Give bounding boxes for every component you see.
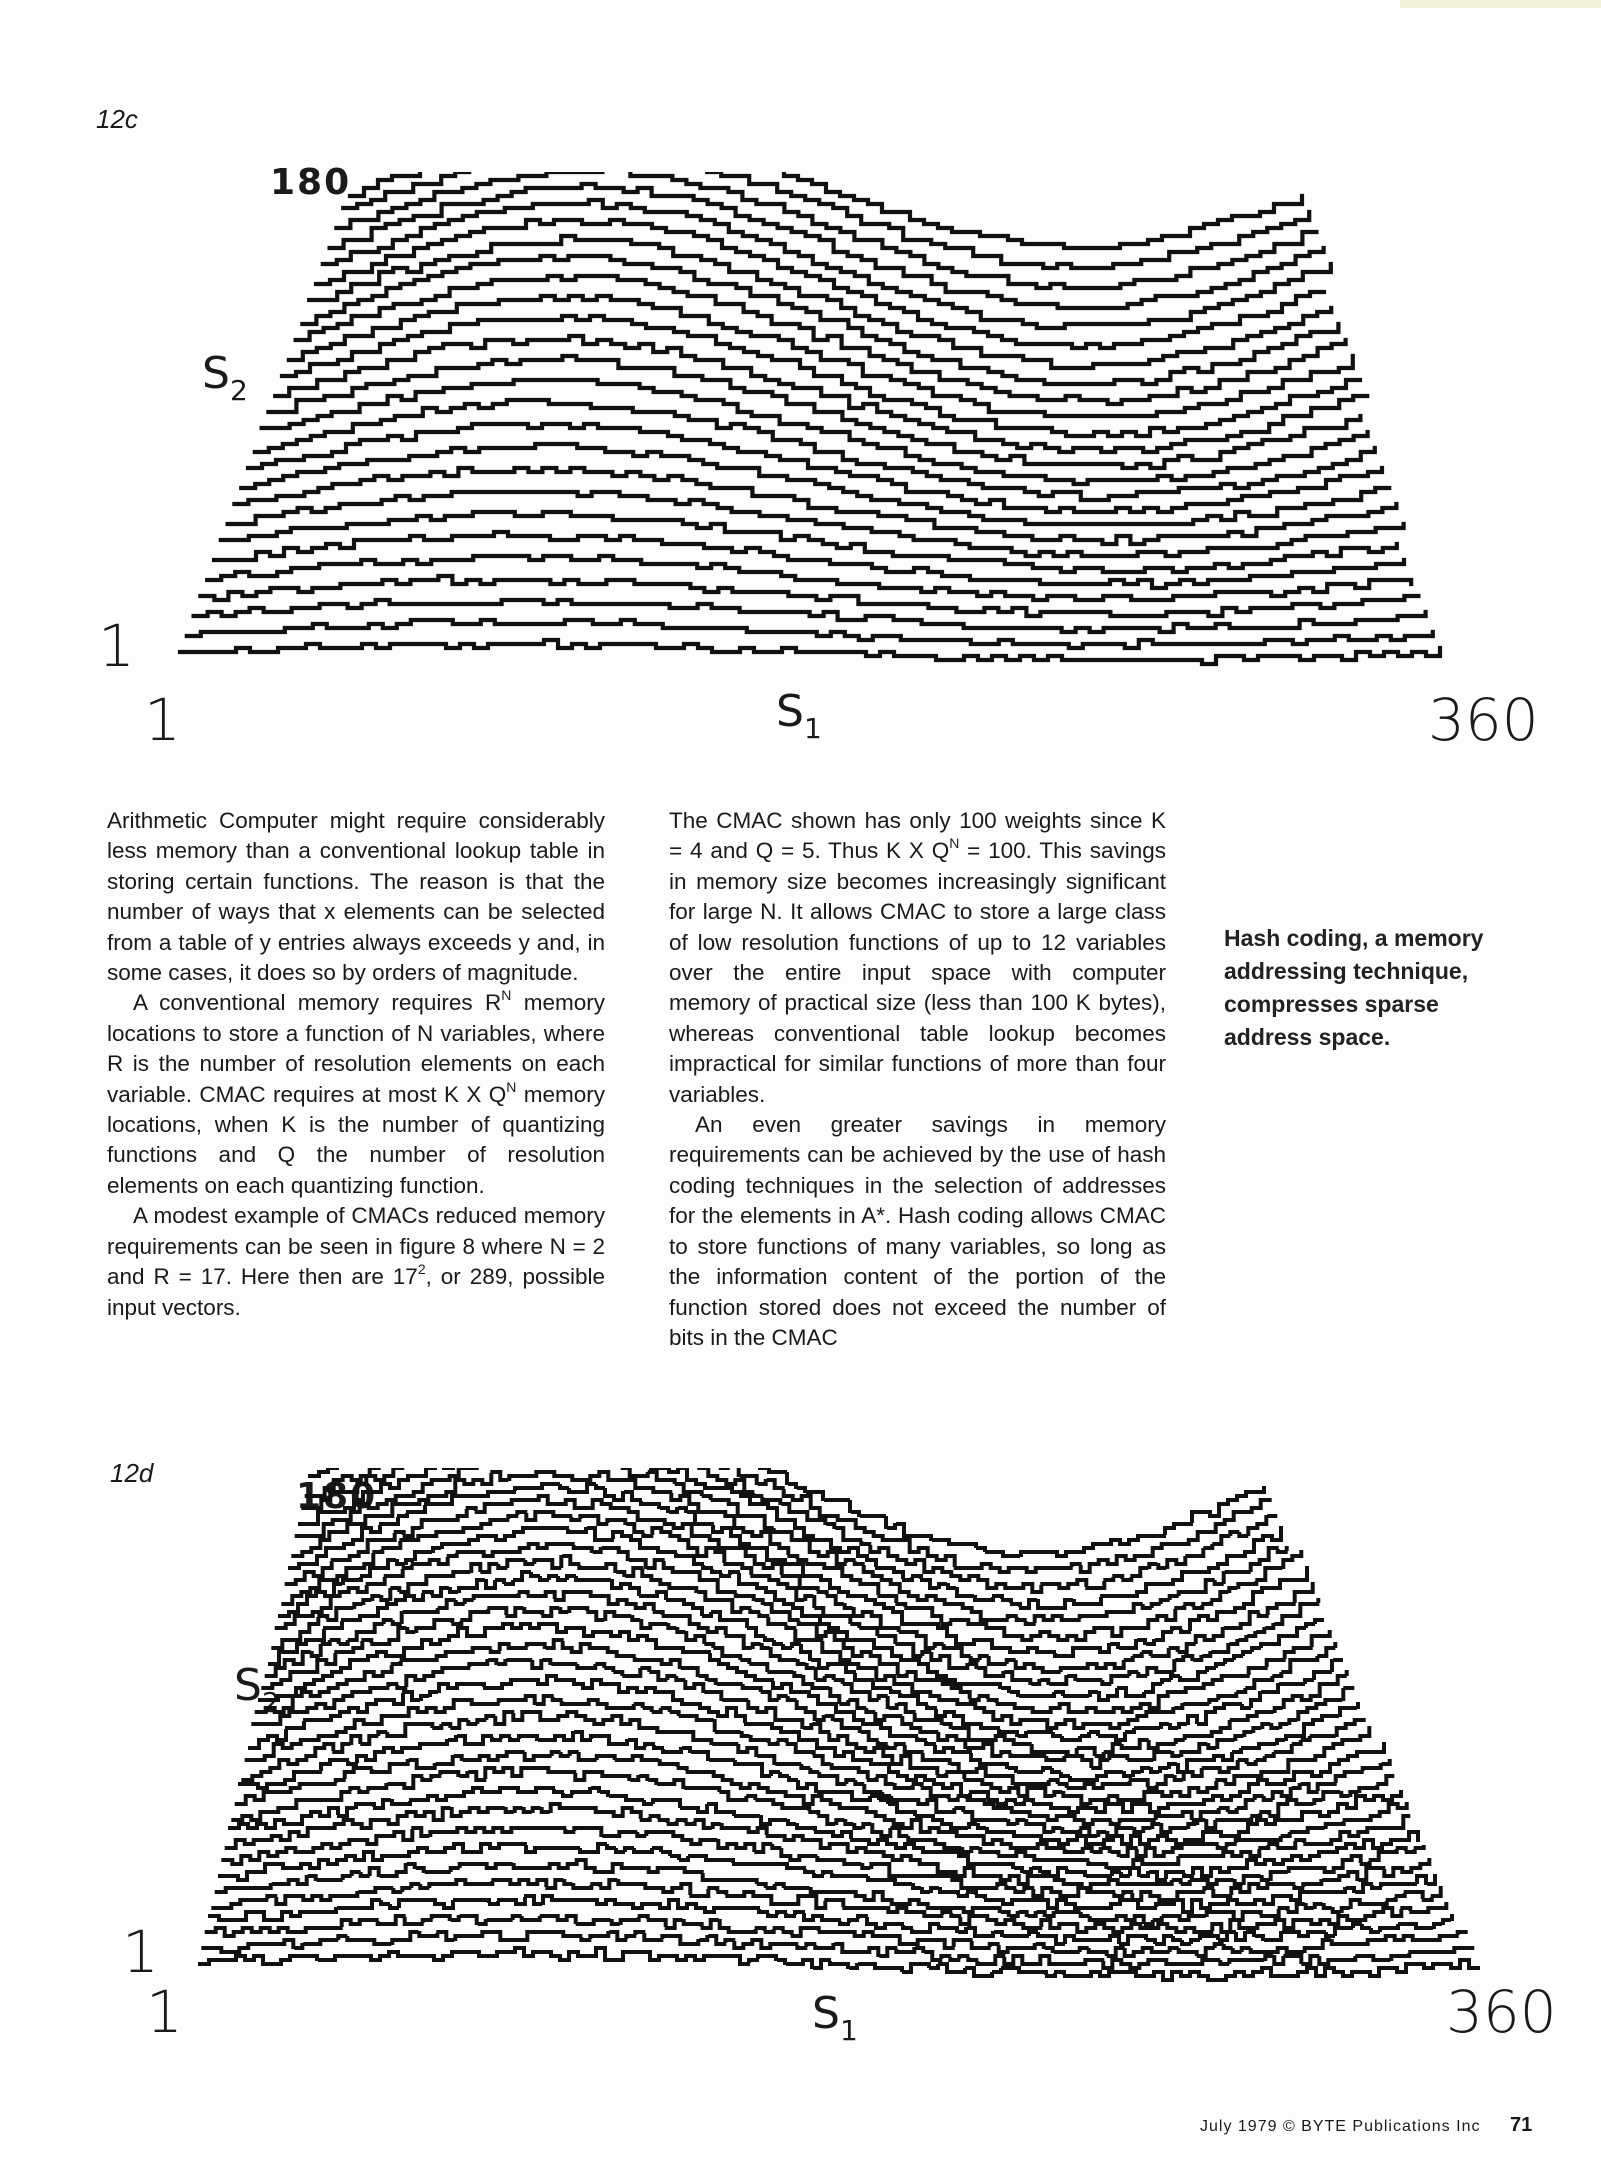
figure-12c-y-axis-label: $S_2$ (202, 348, 248, 407)
figure-12c-svg (170, 172, 1460, 672)
page-number: 71 (1510, 2114, 1533, 2136)
figure-12c-x-right-label: 360 (1428, 686, 1539, 754)
figure-12c-y-bottom-label: 1 (98, 612, 135, 680)
figure-12c-label: 12c (96, 104, 138, 134)
left-paragraph-1: Arithmetic Computer might require considerably less memory than a conventional lookup table in storing certain functions. The reason is that the number of ways that x elements can be selected from a table of y entries always exceeds y and, in some cases, it does so by orders of magnitude. (107, 808, 605, 986)
figure-12d-svg (190, 1468, 1490, 1988)
surface-contour-line (290, 1484, 1307, 1656)
figure-12c-x-left-label: 1 (144, 686, 181, 754)
page-corner-stain (1400, 0, 1601, 8)
figure-12d-x-right-label: 360 (1446, 1978, 1557, 2046)
text-column-middle (669, 806, 1166, 1353)
figure-12d-y-axis-label: $S_2$ (234, 1660, 280, 1719)
figure-12c-surface-plot (170, 172, 1460, 672)
figure-12d-y-bottom-label: 1 (122, 1918, 159, 1986)
figure-12d-surface-plot (190, 1468, 1490, 1988)
figure-12c-x-axis-label: $S_1$ (776, 686, 822, 745)
figure-12d-x-left-label: 1 (146, 1978, 183, 2046)
left-paragraph-2: A conventional memory requires $R^N$ memory locations to store a function of N variables, where R is the number of resolution elements on each variable. CMAC requires at most K X $Q^N$ memory locations, when K is the number of quantizing functions and Q the number of resolution elements on each quantizing function. (107, 987, 606, 1198)
figure-12c-y-top-label: 180 (270, 162, 352, 203)
middle-paragraph-2: An even greater savings in memory requirements can be achieved by the use of hash coding techniques in the selection of addresses for the elements in A*. Hash coding allows CMAC to store functions of many variables, so long as the information content of the portion of the function stored does not exceed the number of bits in the CMAC (669, 1112, 1166, 1350)
surface-contour-line (241, 444, 1389, 524)
figure-12d-y-top-label: 180 (296, 1476, 378, 1517)
middle-paragraph-1: The CMAC shown has only 100 weights since K = 4 and Q = 5. Thus K X $Q^N = 100$. This savings in memory size becomes increasingly significant for large N. It allows CMAC to store a large class of low resolution functions of up to 12 variables over the entire input space with computer memory of practical size (less than 100 K bytes), whereas conventional table lookup becomes impractical for similar functions of more than four variables. (669, 808, 1166, 1107)
margin-note: Hash coding, a memory addressing technique, compresses sparse address space. (1224, 925, 1484, 1050)
footer-credit: July 1979 © BYTE Publications Inc (1200, 2118, 1481, 2135)
figure-12d-label: 12d (110, 1458, 154, 1488)
surface-contour-line (194, 600, 1426, 632)
figure-12d-x-axis-label: $S_1$ (812, 1988, 858, 2047)
left-paragraph-3: A modest example of CMACs reduced memory requirements can be seen in figure 8 where N = 2 and R = 17. Here then are $17^2$, or 289, possible input vectors. (107, 1203, 605, 1320)
text-column-left (107, 806, 605, 1323)
